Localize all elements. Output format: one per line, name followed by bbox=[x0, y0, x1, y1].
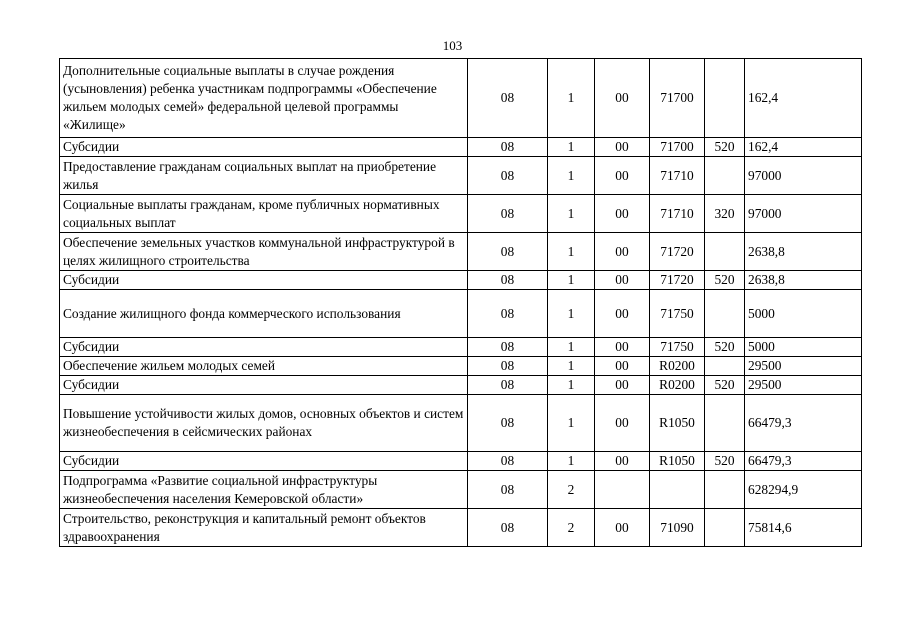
sum-cell: 5000 bbox=[745, 338, 862, 357]
row-name-cell: Субсидии bbox=[60, 338, 468, 357]
expense-type-cell: 520 bbox=[705, 338, 745, 357]
article-code-cell: 71720 bbox=[650, 233, 705, 271]
program-code-cell: 00 bbox=[595, 195, 650, 233]
table-row bbox=[60, 157, 862, 195]
section-code-cell: 08 bbox=[468, 195, 548, 233]
expense-type-cell bbox=[705, 471, 745, 509]
subsection-code-cell: 1 bbox=[548, 59, 595, 138]
page-number: 103 bbox=[442, 38, 463, 53]
expense-type-cell bbox=[705, 157, 745, 195]
table-row bbox=[60, 138, 862, 157]
row-name-cell: Дополнительные социальные выплаты в случае рождения (усыновления) ребенка участникам подпрограммы «Обеспечение жильем молодых семей» федеральной целевой программы «Жилище» bbox=[60, 59, 468, 138]
sum-cell: 2638,8 bbox=[745, 271, 862, 290]
table-row bbox=[60, 195, 862, 233]
table-row bbox=[60, 376, 862, 395]
table-row bbox=[60, 357, 862, 376]
sum-cell: 5000 bbox=[745, 290, 862, 338]
article-code-cell: 71710 bbox=[650, 157, 705, 195]
article-code-cell: 71750 bbox=[650, 338, 705, 357]
program-code-cell: 00 bbox=[595, 157, 650, 195]
sum-cell: 162,4 bbox=[745, 59, 862, 138]
expense-type-cell: 320 bbox=[705, 195, 745, 233]
article-code-cell: 71710 bbox=[650, 195, 705, 233]
expense-type-cell bbox=[705, 59, 745, 138]
section-code-cell: 08 bbox=[468, 395, 548, 452]
subsection-code-cell: 1 bbox=[548, 233, 595, 271]
sum-cell: 66479,3 bbox=[745, 452, 862, 471]
program-code-cell: 00 bbox=[595, 271, 650, 290]
section-code-cell: 08 bbox=[468, 357, 548, 376]
budget-table bbox=[59, 58, 862, 547]
expense-type-cell bbox=[705, 509, 745, 547]
table-row bbox=[60, 59, 862, 138]
sum-cell: 97000 bbox=[745, 195, 862, 233]
expense-type-cell bbox=[705, 290, 745, 338]
program-code-cell: 00 bbox=[595, 338, 650, 357]
table-row bbox=[60, 290, 862, 338]
section-code-cell: 08 bbox=[468, 471, 548, 509]
subsection-code-cell: 1 bbox=[548, 452, 595, 471]
sum-cell: 162,4 bbox=[745, 138, 862, 157]
subsection-code-cell: 1 bbox=[548, 157, 595, 195]
table-row bbox=[60, 233, 862, 271]
table-row bbox=[60, 509, 862, 547]
subsection-code-cell: 1 bbox=[548, 195, 595, 233]
article-code-cell bbox=[650, 471, 705, 509]
program-code-cell: 00 bbox=[595, 233, 650, 271]
expense-type-cell bbox=[705, 357, 745, 376]
section-code-cell: 08 bbox=[468, 509, 548, 547]
expense-type-cell: 520 bbox=[705, 138, 745, 157]
article-code-cell: 71720 bbox=[650, 271, 705, 290]
article-code-cell: 71090 bbox=[650, 509, 705, 547]
program-code-cell: 00 bbox=[595, 290, 650, 338]
sum-cell: 97000 bbox=[745, 157, 862, 195]
section-code-cell: 08 bbox=[468, 452, 548, 471]
section-code-cell: 08 bbox=[468, 138, 548, 157]
subsection-code-cell: 1 bbox=[548, 271, 595, 290]
budget-table-body bbox=[60, 59, 862, 547]
row-name-cell: Обеспечение земельных участков коммунальной инфраструктурой в целях жилищного строительства bbox=[60, 233, 468, 271]
table-row bbox=[60, 452, 862, 471]
subsection-code-cell: 1 bbox=[548, 290, 595, 338]
row-name-cell: Предоставление гражданам социальных выплат на приобретение жилья bbox=[60, 157, 468, 195]
row-name-cell: Создание жилищного фонда коммерческого использования bbox=[60, 290, 468, 338]
row-name-cell: Подпрограмма «Развитие социальной инфраструктуры жизнеобеспечения населения Кемеровской области» bbox=[60, 471, 468, 509]
subsection-code-cell: 1 bbox=[548, 395, 595, 452]
row-name-cell: Строительство, реконструкция и капитальный ремонт объектов здравоохранения bbox=[60, 509, 468, 547]
article-code-cell: 71750 bbox=[650, 290, 705, 338]
article-code-cell: R1050 bbox=[650, 452, 705, 471]
article-code-cell: 71700 bbox=[650, 59, 705, 138]
expense-type-cell: 520 bbox=[705, 376, 745, 395]
row-name-cell: Социальные выплаты гражданам, кроме публичных нормативных социальных выплат bbox=[60, 195, 468, 233]
article-code-cell: 71700 bbox=[650, 138, 705, 157]
sum-cell: 66479,3 bbox=[745, 395, 862, 452]
expense-type-cell bbox=[705, 395, 745, 452]
program-code-cell: 00 bbox=[595, 509, 650, 547]
sum-cell: 29500 bbox=[745, 376, 862, 395]
row-name-cell: Субсидии bbox=[60, 452, 468, 471]
row-name-cell: Обеспечение жильем молодых семей bbox=[60, 357, 468, 376]
article-code-cell: R0200 bbox=[650, 357, 705, 376]
subsection-code-cell: 1 bbox=[548, 376, 595, 395]
article-code-cell: R0200 bbox=[650, 376, 705, 395]
sum-cell: 628294,9 bbox=[745, 471, 862, 509]
article-code-cell: R1050 bbox=[650, 395, 705, 452]
section-code-cell: 08 bbox=[468, 271, 548, 290]
section-code-cell: 08 bbox=[468, 376, 548, 395]
subsection-code-cell: 1 bbox=[548, 338, 595, 357]
subsection-code-cell: 1 bbox=[548, 357, 595, 376]
program-code-cell: 00 bbox=[595, 59, 650, 138]
expense-type-cell bbox=[705, 233, 745, 271]
program-code-cell bbox=[595, 471, 650, 509]
expense-type-cell: 520 bbox=[705, 452, 745, 471]
sum-cell: 2638,8 bbox=[745, 233, 862, 271]
section-code-cell: 08 bbox=[468, 59, 548, 138]
sum-cell: 29500 bbox=[745, 357, 862, 376]
program-code-cell: 00 bbox=[595, 452, 650, 471]
subsection-code-cell: 2 bbox=[548, 471, 595, 509]
table-row bbox=[60, 395, 862, 452]
program-code-cell: 00 bbox=[595, 395, 650, 452]
row-name-cell: Субсидии bbox=[60, 138, 468, 157]
section-code-cell: 08 bbox=[468, 338, 548, 357]
table-row bbox=[60, 338, 862, 357]
row-name-cell: Повышение устойчивости жилых домов, основных объектов и систем жизнеобеспечения в сейсмических районах bbox=[60, 395, 468, 452]
section-code-cell: 08 bbox=[468, 290, 548, 338]
program-code-cell: 00 bbox=[595, 376, 650, 395]
program-code-cell: 00 bbox=[595, 357, 650, 376]
sum-cell: 75814,6 bbox=[745, 509, 862, 547]
subsection-code-cell: 1 bbox=[548, 138, 595, 157]
row-name-cell: Субсидии bbox=[60, 271, 468, 290]
row-name-cell: Субсидии bbox=[60, 376, 468, 395]
table-row bbox=[60, 471, 862, 509]
expense-type-cell: 520 bbox=[705, 271, 745, 290]
section-code-cell: 08 bbox=[468, 157, 548, 195]
section-code-cell: 08 bbox=[468, 233, 548, 271]
table-row bbox=[60, 271, 862, 290]
subsection-code-cell: 2 bbox=[548, 509, 595, 547]
program-code-cell: 00 bbox=[595, 138, 650, 157]
